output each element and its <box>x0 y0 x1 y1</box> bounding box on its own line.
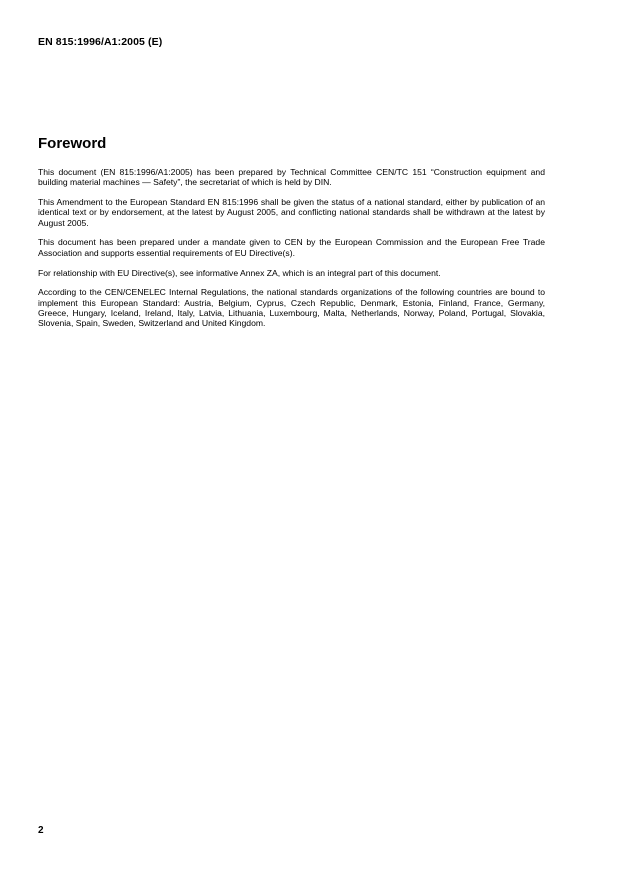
foreword-paragraph-status: This Amendment to the European Standard EN 815:1996 shall be given the status of a national standard, either by publication of an identical text or by endorsement, at the latest by August 2005, and conflicting national standards shall be withdrawn at the latest by August 2005. <box>38 197 545 228</box>
foreword-paragraph-directive: For relationship with EU Directive(s), see informative Annex ZA, which is an integral part of this document. <box>38 267 441 278</box>
foreword-heading: Foreword <box>38 135 107 152</box>
foreword-paragraph-countries: According to the CEN/CENELEC Internal Regulations, the national standards organizations of the following countries are bound to implement this European Standard: Austria, Belgium, Cyprus, Czech Republic, Denmark, Estonia, Finland, France, Germany, Greece, Hungary, Iceland, Ireland, Italy, Latvia, Lithuania, Luxembourg, Malta, Netherlands, Norway, Poland, Portugal, Slovakia, Slovenia, Spain, Sweden, Switzerland and United Kingdom. <box>38 287 545 329</box>
document-reference-header: EN 815:1996/A1:2005 (E) <box>38 36 163 48</box>
foreword-paragraph-mandate: This document has been prepared under a mandate given to CEN by the European Commission and the European Free Trade Association and supports essential requirements of EU Directive(s). <box>38 237 545 258</box>
page-number: 2 <box>38 825 44 836</box>
foreword-body <box>38 167 545 338</box>
foreword-paragraph-preparation: This document (EN 815:1996/A1:2005) has been prepared by Technical Committee CEN/TC 151 “Construction equipment and building material machines — Safety”, the secretariat of which is held by DIN. <box>38 167 545 188</box>
